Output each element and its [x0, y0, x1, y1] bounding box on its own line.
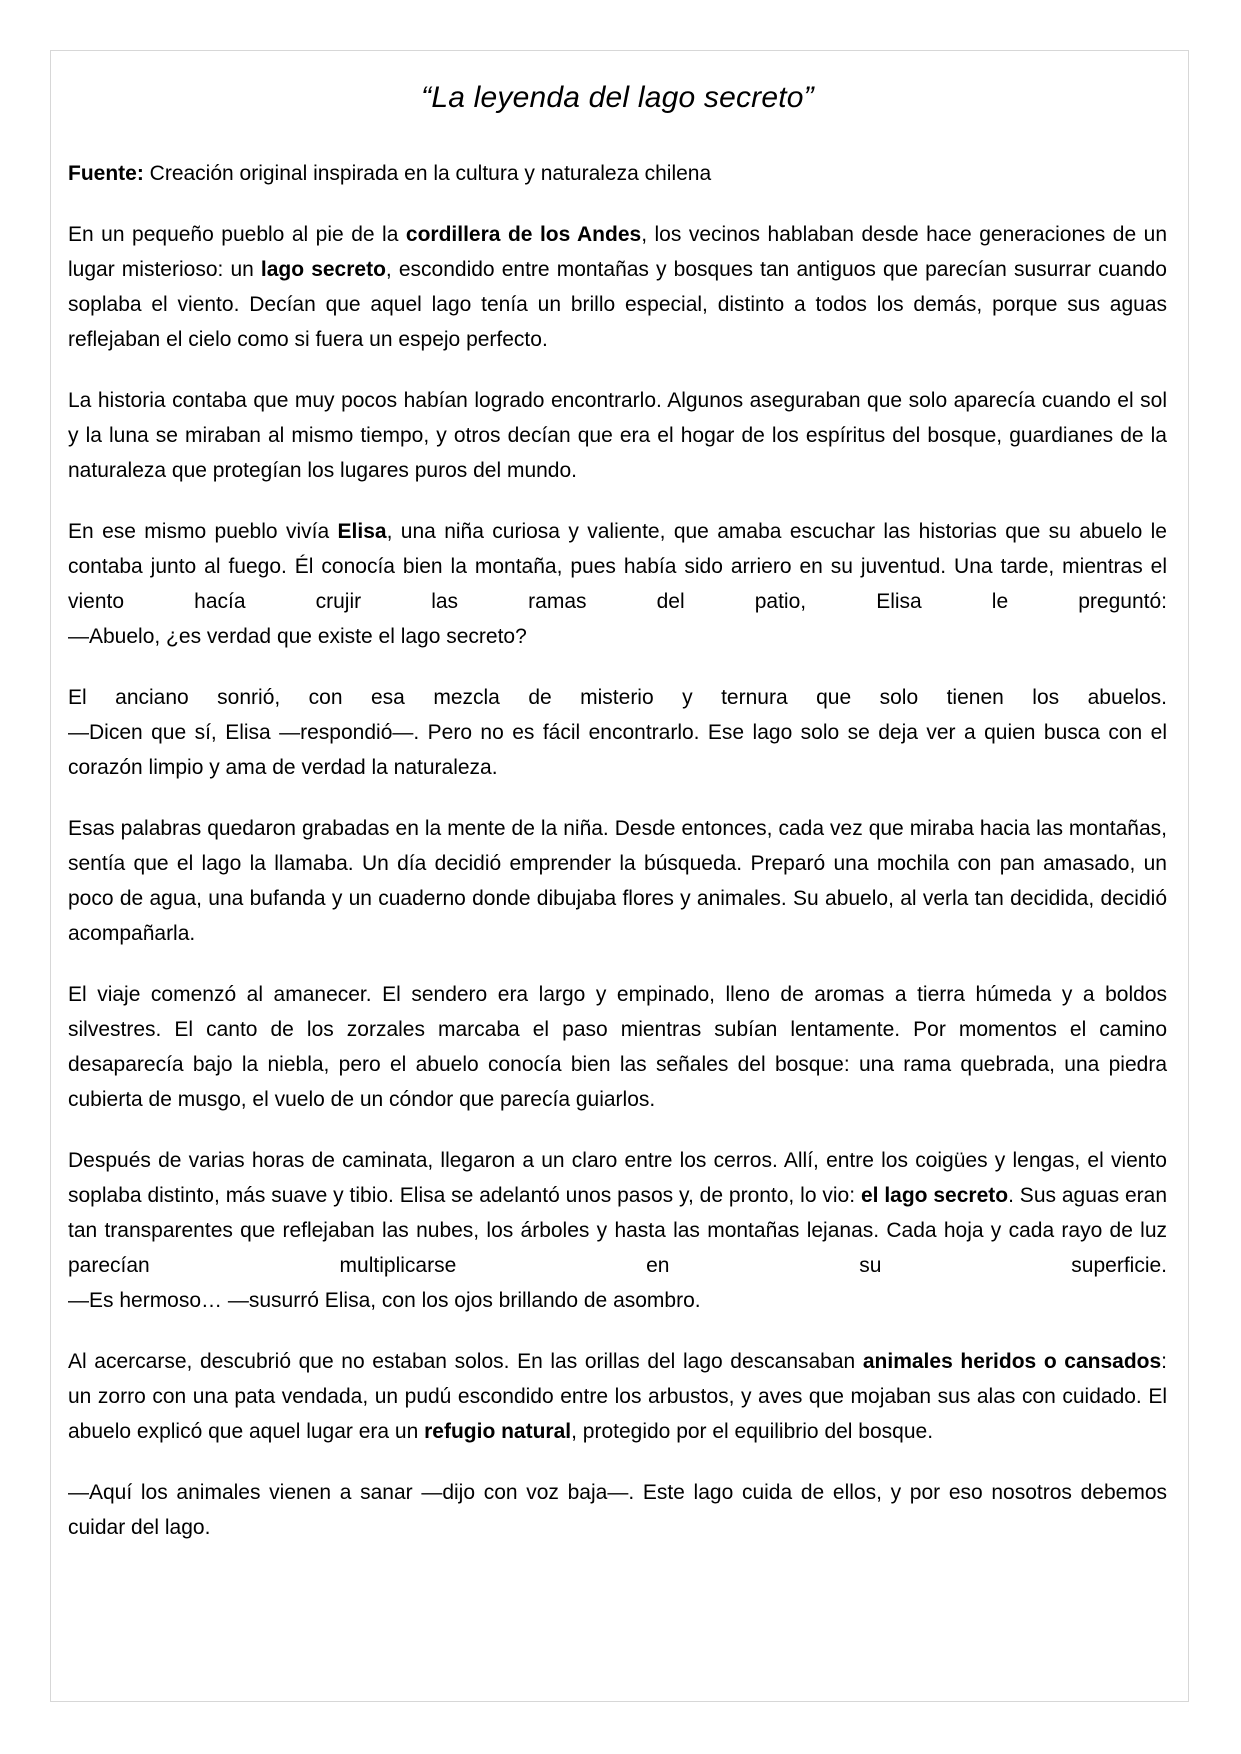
source-line [68, 156, 1167, 191]
text-run: —Abuelo, ¿es verdad que existe el lago secreto? [68, 625, 527, 648]
paragraph-text [68, 715, 1167, 785]
text-run: —Es hermoso… —susurró Elisa, con los ojos brillando de asombro. [68, 1289, 701, 1312]
text-run: . Sus aguas eran tan transparentes que reflejaban las nubes, los árboles y hasta las montañas lejanas. Cada hoja y cada rayo de luz parecían multiplicarse en su superficie. [68, 1184, 1167, 1277]
text-run: : un zorro con una pata vendada, un pudú escondido entre los arbustos, y aves que mojaban sus alas con cuidado. El abuelo explicó que aquel lugar era un [68, 1350, 1168, 1443]
source-label: Fuente: [68, 162, 144, 185]
paragraph-text [68, 383, 1167, 488]
document-page [50, 50, 1189, 1702]
text-run: En un pequeño pueblo al pie de la [68, 223, 406, 246]
text-run: , protegido por el equilibrio del bosque. [571, 1420, 934, 1443]
bold-text-run: cordillera de los Andes [405, 223, 642, 246]
text-run: —Dicen que sí, Elisa —respondió—. Pero no es fácil encontrarlo. Ese lago solo se deja ver a quien busca con el corazón limpio y ama de verdad la naturaleza. [68, 721, 1167, 779]
paragraph-justified-segment [68, 680, 1167, 715]
bold-text-run: animales heridos o cansados [862, 1350, 1162, 1373]
paragraph [68, 977, 1167, 1117]
bold-text-run: el lago secreto [860, 1184, 1009, 1207]
text-run: Al acercarse, descubrió que no estaban solos. En las orillas del lago descansaban [68, 1350, 863, 1373]
text-run: En ese mismo pueblo vivía [68, 520, 338, 543]
paragraph [68, 1344, 1167, 1449]
text-run: , escondido entre montañas y bosques tan antiguos que parecían susurrar cuando soplaba el viento. Decían que aquel lago tenía un brillo especial, distinto a todos los demás, porque sus aguas reflejaban el cielo como si fuera un espejo perfecto. [68, 258, 1167, 351]
paragraph [68, 514, 1167, 654]
bold-text-run: lago secreto [260, 258, 386, 281]
story-paragraphs [68, 217, 1167, 1545]
document-title: “La leyenda del lago secreto” [421, 81, 814, 114]
text-run: , los vecinos hablaban desde hace generaciones de un lugar misterioso: un [68, 223, 1168, 281]
bold-text-run: refugio natural [424, 1420, 572, 1443]
paragraph-justified-segment [68, 1143, 1167, 1283]
paragraph [68, 217, 1167, 357]
text-run: El anciano sonrió, con esa mezcla de misterio y ternura que solo tienen los abuelos. [68, 686, 1167, 709]
paragraph [68, 680, 1167, 785]
paragraph [68, 1143, 1167, 1318]
paragraph-text [68, 1344, 1167, 1449]
paragraph [68, 1475, 1167, 1545]
paragraph [68, 383, 1167, 488]
text-run: , una niña curiosa y valiente, que amaba escuchar las historias que su abuelo le contaba junto al fuego. Él conocía bien la montaña, pues había sido arriero en su juventud. Una tarde, mientras el viento hacía crujir las ramas del patio, Elisa le preguntó: [68, 520, 1167, 613]
text-run: Después de varias horas de caminata, llegaron a un claro entre los cerros. Allí, entre los coigües y lengas, el viento soplaba distinto, más suave y tibio. Elisa se adelantó unos pasos y, de pronto, lo vio: [68, 1149, 1167, 1207]
text-run: —Aquí los animales vienen a sanar —dijo con voz baja—. Este lago cuida de ellos, y por eso nosotros debemos cuidar del lago. [68, 1481, 1167, 1539]
paragraph-text [68, 619, 1167, 654]
source-text: Creación original inspirada en la cultura y naturaleza chilena [143, 162, 712, 185]
paragraph-justified-segment [68, 514, 1167, 619]
paragraph [68, 811, 1167, 951]
paragraph-text [68, 811, 1167, 951]
text-run: Esas palabras quedaron grabadas en la mente de la niña. Desde entonces, cada vez que miraba hacia las montañas, sentía que el lago la llamaba. Un día decidió emprender la búsqueda. Preparó una mochila con pan amasado, un poco de agua, una bufanda y un cuaderno donde dibujaba flores y animales. Su abuelo, al verla tan decidida, decidió acompañarla. [68, 817, 1167, 945]
text-run: La historia contaba que muy pocos habían logrado encontrarlo. Algunos aseguraban que solo aparecía cuando el sol y la luna se miraban al mismo tiempo, y otros decían que era el hogar de los espíritus del bosque, guardianes de la naturaleza que protegían los lugares puros del mundo. [68, 389, 1167, 482]
paragraph-text [68, 977, 1167, 1117]
paragraph-text [68, 1475, 1167, 1545]
text-run: El viaje comenzó al amanecer. El sendero era largo y empinado, lleno de aromas a tierra húmeda y a boldos silvestres. El canto de los zorzales marcaba el paso mientras subían lentamente. Por momentos el camino desaparecía bajo la niebla, pero el abuelo conocía bien las señales del bosque: una rama quebrada, una piedra cubierta de musgo, el vuelo de un cóndor que parecía guiarlos. [68, 983, 1167, 1111]
bold-text-run: Elisa [337, 520, 387, 543]
paragraph-text [68, 217, 1167, 357]
paragraph-text [68, 1283, 1167, 1318]
